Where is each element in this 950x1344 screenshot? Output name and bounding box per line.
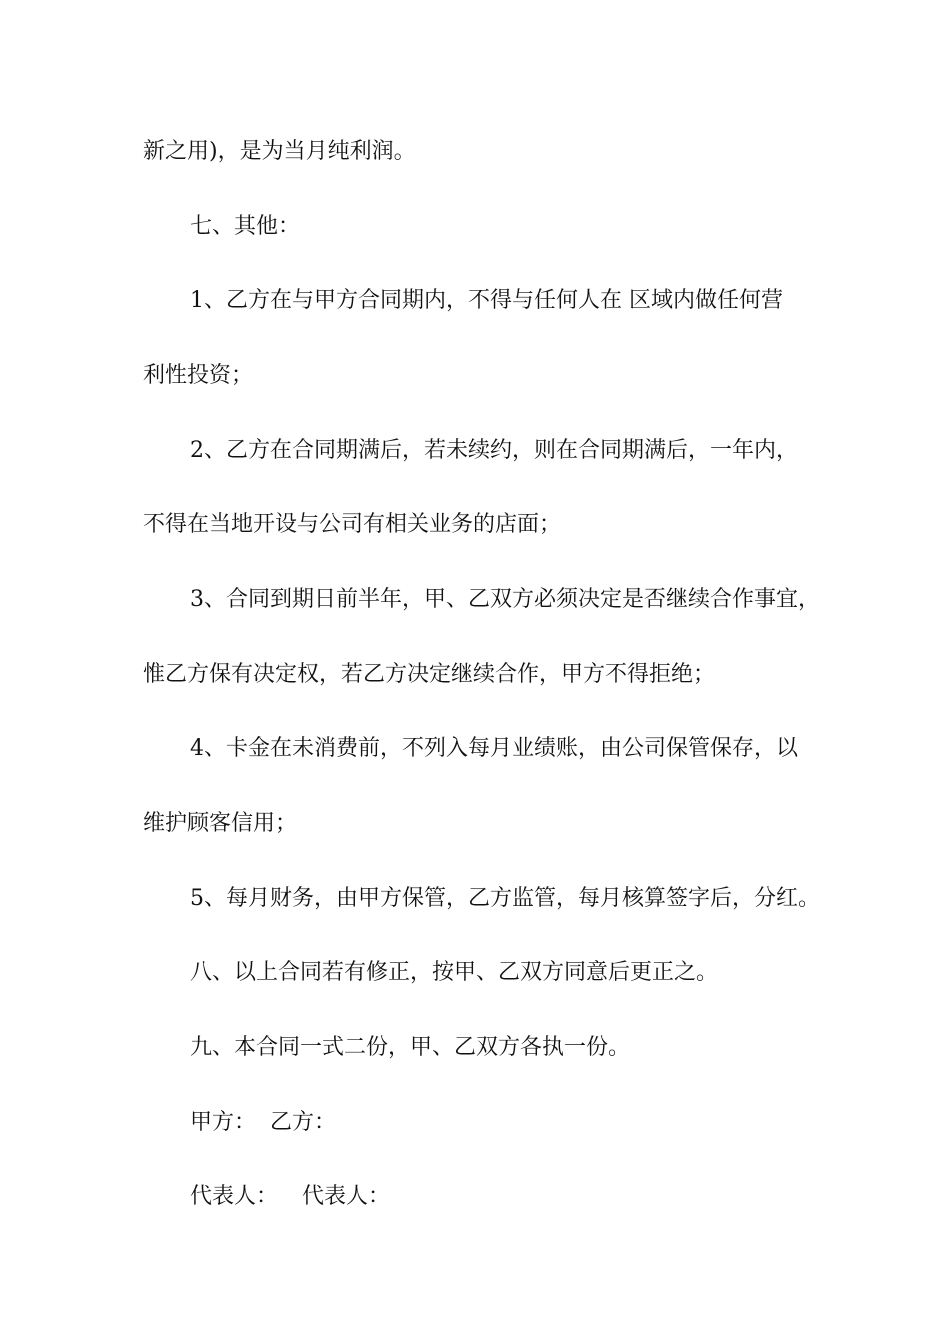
clause-3-line: 3、合同到期日前半年，甲、乙双方必须决定是否继续合作事宜， [190,587,820,612]
section-eight-line: 八、以上合同若有修正，按甲、乙双方同意后更正之。 [190,960,719,985]
clause-2-line: 2、乙方在合同期满后，若未续约，则在合同期满后，一年内， [190,438,798,463]
section-nine-line: 九、本合同一式二份，甲、乙双方各执一份。 [190,1035,631,1060]
paragraph-line: 新之用)，是为当月纯利润。 [143,139,416,164]
clause-3-continuation: 惟乙方保有决定权，若乙方决定继续合作，甲方不得拒绝； [143,662,716,687]
party-b-label: 乙方： [270,1110,337,1135]
signature-parties-row [190,1109,336,1137]
clause-4-line: 4、卡金在未消费前，不列入每月业绩账，由公司保管保存，以 [190,736,798,761]
clause-5-line: 5、每月财务，由甲方保管，乙方监管，每月核算签字后，分红。 [190,886,820,911]
signature-representatives-row [190,1183,390,1211]
clause-1-line: 1、乙方在与甲方合同期内，不得与任何人在 区域内做任何营 [190,288,783,313]
clause-2-continuation: 不得在当地开设与公司有相关业务的店面； [143,512,562,537]
representative-b-label: 代表人： [302,1184,391,1209]
party-a-label: 甲方： [190,1110,257,1135]
clause-4-continuation: 维护顾客信用； [143,811,298,836]
clause-1-continuation: 利性投资； [143,363,254,388]
representative-a-label: 代表人： [190,1184,279,1209]
section-heading-other: 七、其他： [190,214,301,239]
